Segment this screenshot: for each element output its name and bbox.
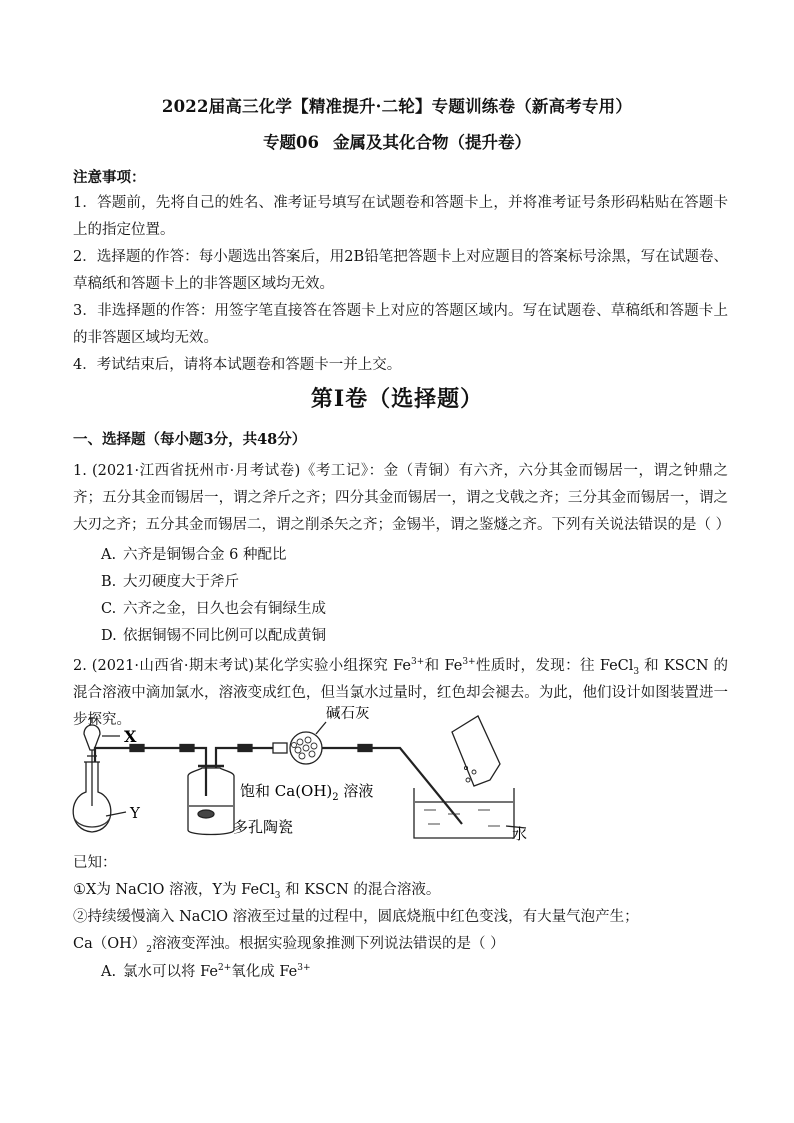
option-text: 氯水可以将 Fe	[123, 964, 218, 980]
question-1-option-a	[101, 545, 286, 565]
stem-text: 和 Fe	[424, 658, 463, 674]
question-1-option-c	[101, 599, 326, 619]
delivery-tube-1	[95, 748, 206, 796]
label-text: 溶液	[338, 782, 374, 800]
apparatus-diagram	[68, 706, 528, 848]
stem-text: 2. (2021·山西省·期末考试)某化学实验小组探究 Fe	[73, 658, 411, 674]
note-item-1: 1．答题前，先将自己的姓名、准考证号填写在试题卷和答题卡上，并将准考证号条形码粘贴在答题卡上的指定位置。	[73, 195, 728, 238]
label-lime-water	[240, 782, 373, 803]
option-tag: D.	[101, 628, 117, 644]
known-text: 和 KSCN 的混合溶液。	[280, 882, 441, 898]
subscript: 3	[633, 666, 640, 677]
known-text: Ca（OH）	[73, 936, 147, 952]
option-tag: A.	[101, 964, 117, 980]
superscript: 3+	[462, 657, 476, 668]
note-item-2: 2．选择题的作答：每小题选出答案后，用2B铅笔把答题卡上对应题目的答案标号涂黑，写在试题卷、草稿纸和答题卡上的非答题区域均无效。	[73, 249, 728, 292]
known-text: 溶液变浑浊。根据实验现象推测下列说法错误的是（ ）	[152, 936, 505, 952]
document-subtitle	[0, 132, 794, 154]
part-heading: 一、选择题（每小题3分，共48分）	[73, 431, 307, 448]
drying-tube-neck	[273, 743, 287, 753]
water-trough	[414, 788, 514, 838]
collection-bottle	[452, 716, 500, 786]
label-subscript: 2	[332, 792, 339, 803]
question-1-option-b	[101, 572, 239, 592]
porous-ceramic	[198, 810, 214, 818]
label-soda-lime: 碱石灰	[326, 706, 370, 722]
label-y: Y	[130, 804, 140, 822]
known-item-1	[73, 880, 440, 900]
section-title: 第I卷（选择题）	[310, 386, 484, 412]
subscript: 2	[146, 944, 153, 955]
gas-bubbles	[464, 766, 476, 782]
label-text: 饱和 Ca(OH)	[240, 782, 333, 800]
option-tag: B.	[101, 574, 117, 590]
question-1-stem: 1. (2021·江西省抚州市·月考试卷)《考工记》：金（青铜）有六齐，六分其金而锡居一，谓之钟鼎之齐；五分其金而锡居一，谓之斧斤之齐；四分其金而锡居一，谓之戈戟之齐；三分其金而锡居一，谓之大刃之齐；五分其金而锡居二，谓之削杀矢之齐；金锡半，谓之鉴燧之齐。下列有关说法错误的是（ ）	[73, 463, 731, 533]
label-water: 水	[512, 825, 528, 843]
known-text: ①X为 NaClO 溶液，Y为 FeCl	[73, 882, 275, 898]
soda-lime-leader	[316, 722, 326, 734]
topic-number: 专题06	[263, 133, 319, 152]
label-porous-ceramic: 多孔陶瓷	[233, 818, 294, 836]
option-text: 依据铜锡不同比例可以配成黄铜	[123, 628, 326, 644]
known-item-3	[73, 934, 505, 954]
question-1-option-d	[101, 626, 326, 646]
soda-lime-granules	[292, 737, 318, 759]
document-title: 2022届高三化学【精准提升·二轮】专题训练卷（新高考专用）	[161, 97, 633, 116]
funnel-body	[84, 725, 100, 750]
stem-text: 和 KSCN 的混合溶液中滴加氯水，溶液变成红色，但当氯水过量时，红色却会褪去。为此，他们设计如图装置进一步探究。	[73, 658, 728, 728]
rubber-joint-2	[180, 745, 194, 752]
gas-washing-bottle	[188, 768, 234, 835]
topic-name: 金属及其化合物（提升卷）	[332, 133, 531, 152]
option-text: 大刃硬度大于斧斤	[123, 574, 239, 590]
superscript: 3+	[410, 657, 425, 668]
question-2-option-a	[101, 962, 311, 982]
stem-text: 性质时，发现：往 FeCl	[475, 658, 634, 674]
note-item-3: 3．非选择题的作答：用签字笔直接答在答题卡上对应的答题区域内。写在试题卷、草稿纸和答题卡上的非答题区域均无效。	[73, 303, 728, 346]
label-x: X	[124, 727, 137, 746]
superscript: 2+	[217, 963, 232, 974]
y-leader-line	[106, 812, 126, 816]
option-tag: A.	[101, 547, 117, 563]
note-item-4: 4．考试结束后，请将本试题卷和答题卡一并上交。	[73, 357, 402, 373]
rubber-joint-3	[238, 745, 252, 752]
notes-heading: 注意事项：	[73, 169, 146, 186]
known-heading: 已知：	[73, 855, 117, 871]
option-text: 氧化成 Fe	[231, 964, 298, 980]
option-text: 六齐之金，日久也会有铜绿生成	[123, 601, 326, 617]
rubber-joint-4	[358, 745, 372, 752]
flask-solution	[74, 818, 110, 827]
subscript: 3	[274, 890, 281, 901]
option-text: 六齐是铜锡合金 6 种配比	[123, 547, 287, 563]
superscript: 3+	[297, 963, 311, 974]
option-tag: C.	[101, 601, 117, 617]
known-item-2: ②持续缓慢滴入 NaClO 溶液至过量的过程中，圆底烧瓶中红色变浅，有大量气泡产生；	[73, 909, 639, 925]
